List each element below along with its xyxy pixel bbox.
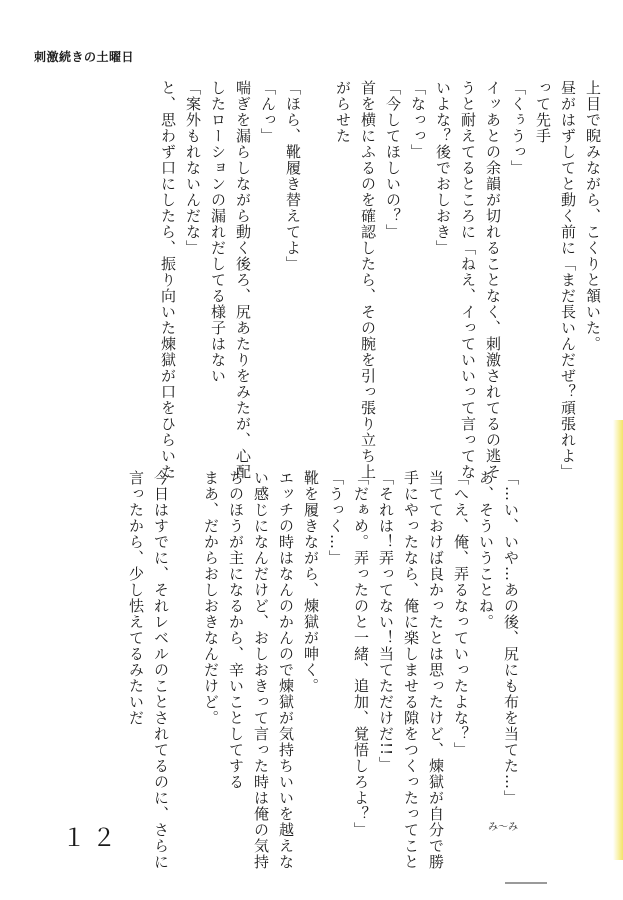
text-line: イッあとの余韻が切れることなく、刺激されてるの逃そ (484, 80, 502, 480)
text-line: 靴を履きながら、煉獄が呻く。 (302, 470, 320, 694)
text-line: 言ったから、少し怯えてるみたいだ (127, 470, 145, 726)
text-line: うと耐えてるところに「ねえ、イっていいって言ってな (459, 80, 477, 480)
text-line: ちのほうが主になるから、辛いことしてする (227, 470, 245, 790)
text-line: 「今してほしいの？」 (384, 80, 402, 240)
text-line: 「それは！弄ってない！当てただけだ!!」 (377, 470, 395, 773)
text-line: 「うっく…」 (327, 470, 345, 566)
blank-line (305, 80, 330, 440)
text-line: 「なっっ」 (409, 80, 427, 160)
text-line: 昼がはずしてと動く前に「まだ長いんだぜ？頑張れよ」 (559, 80, 577, 480)
text-line: エッチの時はなんのかんので煉獄が気持ちいいを越えな (277, 470, 295, 870)
page-edge-highlight (613, 420, 623, 860)
text-line: 「くぅうっ」 (509, 80, 527, 176)
text-line: まあ、だからおしおきなんだけど。 (202, 470, 220, 726)
text-line: って先手 (534, 80, 552, 144)
text-line: あ、そういうことね。 (477, 470, 495, 630)
text-line: したローションの漏れだしてる様子はない (209, 80, 227, 384)
text-line: 「んっ」 (259, 80, 277, 144)
text-line: い感じになんだけど、おしおきって言った時は俺の気持 (252, 470, 270, 870)
text-line: と、思わず口にしたら、振り向いた煉獄が口をひらいた (159, 80, 177, 480)
text-line: 「ほら、靴履き替えてよ」 (284, 80, 302, 272)
text-line: 「…い、いや…あの後、尻にも布を当てた…」 (502, 470, 520, 806)
text-line: 上目で睨みながら、こくりと頷いた。 (584, 80, 602, 352)
blank-line (173, 470, 198, 820)
text-line: 手にやったなら、俺に楽しませる隙をつくったってこと (402, 470, 420, 870)
text-line: がらせた (334, 80, 352, 144)
scan-mark (505, 882, 547, 884)
page-number: １２ (62, 824, 122, 852)
running-head: 刺激続きの土曜日 (34, 50, 135, 64)
text-line: 喘ぎを漏らしながら動く後ろ、尻あたりをみたが、心配 (234, 80, 252, 480)
author-name: み～み (488, 822, 518, 833)
text-line: 「だぁめ。弄ったのと一緒、追加、覚悟しろよ？」 (352, 470, 370, 838)
top-text-block (155, 80, 605, 480)
text-line: 当てておけば良かったとは思ったけど、煉獄が自分で勝 (427, 470, 445, 870)
text-line: 「案外もれないんだな」 (184, 80, 202, 256)
text-line: 今日はすでに、それレベルのことされてるのに、さらに (152, 470, 170, 870)
text-line: 首を横にふるのを確認したら、その腕を引っ張り立ち上 (359, 80, 377, 480)
text-line: いよな？後でおしおき」 (434, 80, 452, 256)
text-line: 「へえ、俺、弄るなっていったよな？」 (452, 470, 470, 758)
